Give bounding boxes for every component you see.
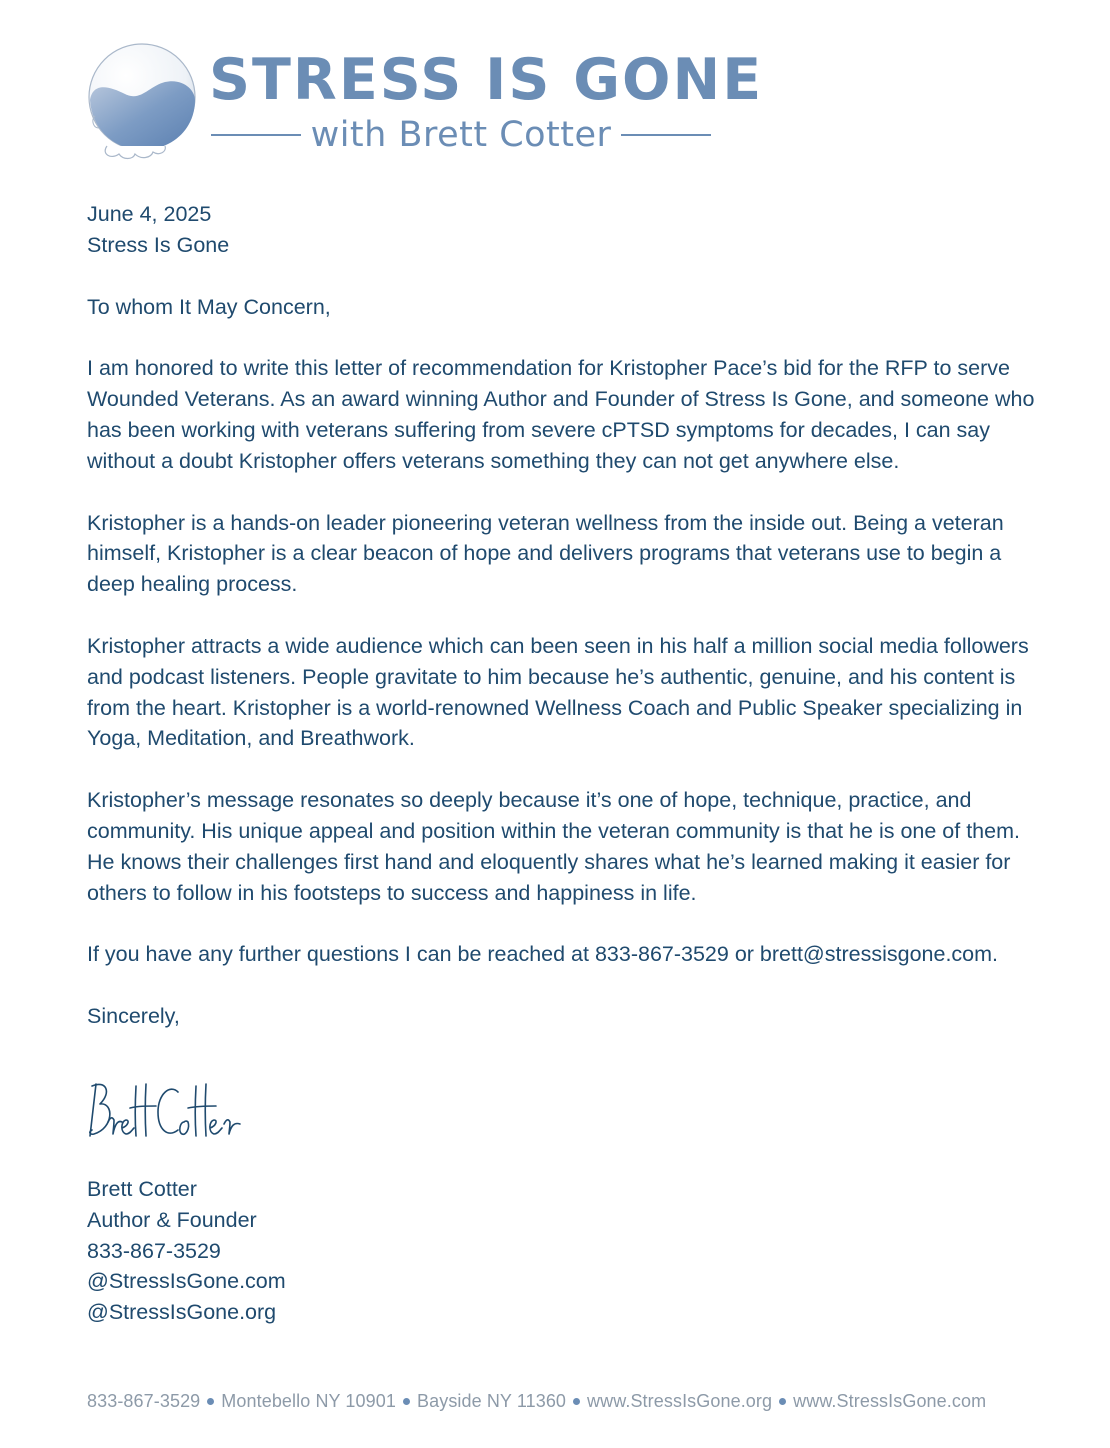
signer-phone: 833-867-3529	[87, 1238, 221, 1263]
logo-rule-right	[621, 134, 711, 136]
letter-closing: Sincerely,	[87, 1004, 180, 1029]
letter-body	[87, 199, 1037, 1032]
footer-phone: 833-867-3529	[87, 1391, 201, 1411]
logo-rule-left	[211, 134, 301, 136]
footer-address-montebello: Montebello NY 10901	[221, 1391, 396, 1411]
footer-bullet-icon	[779, 1398, 786, 1405]
letter-paragraph-1: I am honored to write this letter of recommendation for Kristopher Pace’s bid for the RFP to serve Wounded Veterans. As an award winning Author and Founder of Stress Is Gone, and someone who has been working with veterans suffering from severe cPTSD symptoms for decades, I can say without a doubt Kristopher offers veterans something they can not get anywhere else.	[87, 356, 1035, 473]
logo-emblem-icon	[87, 42, 201, 160]
letter-paragraph-3: Kristopher attracts a wide audience which can been seen in his half a million social media followers and podcast listeners. People gravitate to him because he’s authentic, genuine, and his content is from the heart. Kristopher is a world-renowned Wellness Coach and Public Speaker specializing in Yoga, Meditation, and Breathwork.	[87, 633, 1029, 751]
footer-bullet-icon	[573, 1398, 580, 1405]
signer-web-org: @StressIsGone.org	[87, 1300, 277, 1325]
letter-paragraph-5: If you have any further questions I can be reached at 833-867-3529 or brett@stressisgone.com.	[87, 942, 999, 967]
signer-web-com: @StressIsGone.com	[87, 1269, 286, 1294]
footer-bullet-icon	[403, 1398, 410, 1405]
footer-contact-bar	[87, 1389, 1047, 1413]
logo-subtitle-row	[211, 112, 711, 158]
footer-website-com: www.StressIsGone.com	[793, 1391, 987, 1411]
letter-organization: Stress Is Gone	[87, 232, 230, 257]
signer-name: Brett Cotter	[87, 1177, 197, 1201]
letterhead-logo	[87, 42, 764, 162]
letter-date: June 4, 2025	[87, 202, 212, 226]
letter-paragraph-2: Kristopher is a hands-on leader pioneering veteran wellness from the inside out. Being a veteran himself, Kristopher is a clear beacon of hope and delivers programs that veterans use to begin a deep healing process.	[87, 510, 1004, 597]
footer-address-bayside: Bayside NY 11360	[417, 1391, 567, 1411]
footer-website-org: www.StressIsGone.org	[587, 1391, 773, 1411]
letter-salutation: To whom It May Concern,	[87, 294, 331, 319]
signature-block	[87, 1174, 286, 1328]
logo-subtitle: with Brett Cotter	[310, 115, 612, 155]
signer-role: Author & Founder	[87, 1207, 257, 1232]
letter-paragraph-4: Kristopher’s message resonates so deeply because it’s one of hope, technique, practice, and community. His unique appeal and position within the veteran community is that he is one of them. He knows their challenges first hand and eloquently shares what he’s learned making it easier for others to follow in his footsteps to success and happiness in life.	[87, 788, 1020, 905]
logo-title: STRESS IS GONE	[209, 47, 764, 113]
footer-bullet-icon	[207, 1398, 214, 1405]
handwritten-signature	[86, 1078, 246, 1144]
